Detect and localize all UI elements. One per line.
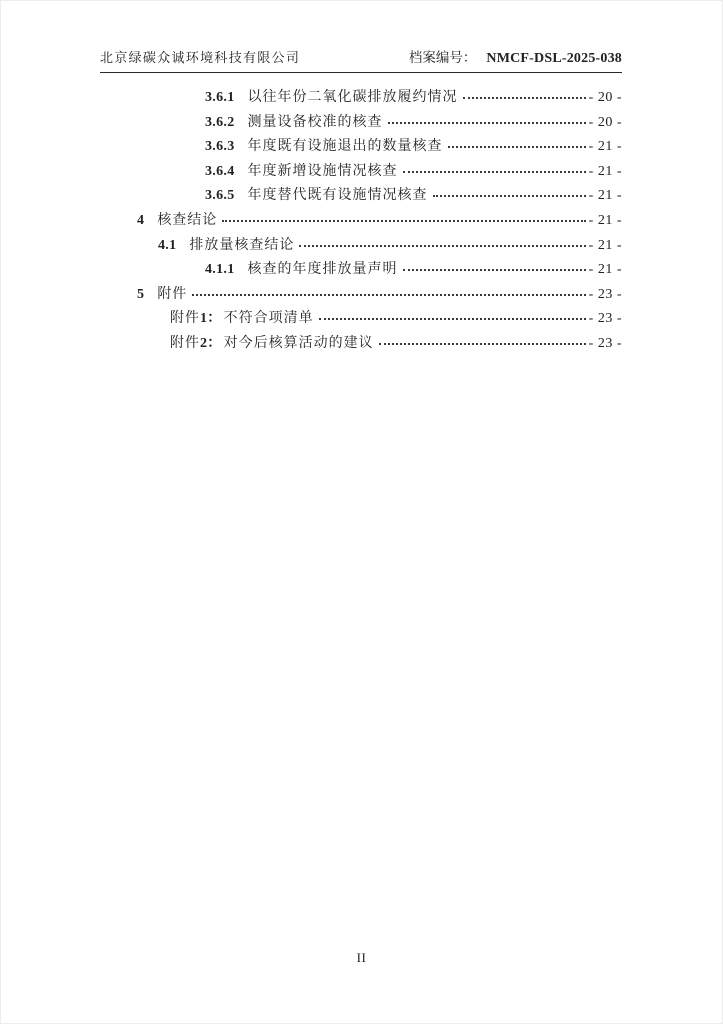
- toc-entry-title: 年度替代既有设施情况核查: [247, 188, 428, 204]
- toc-entry[interactable]: [100, 86, 622, 111]
- toc-leader-dots: [319, 317, 586, 320]
- doc-number-group: [409, 46, 622, 67]
- toc-entry-number: 2：: [200, 335, 222, 351]
- company-name: 北京绿碳众诚环境科技有限公司: [100, 50, 301, 65]
- toc-leader-dots: [192, 293, 585, 296]
- toc-entry[interactable]: [100, 234, 622, 259]
- toc-leader-dots: [379, 342, 586, 345]
- toc-entry-number: 3.6.3: [205, 139, 235, 155]
- toc-entry-page: - 20 -: [588, 90, 622, 105]
- doc-number-value: NMCF-DSL-2025-038: [486, 51, 622, 66]
- toc-entry-page: - 23 -: [588, 286, 622, 302]
- toc-entry-number: 1：: [200, 311, 222, 327]
- toc-leader-dots: [388, 121, 586, 124]
- toc-entry-page: - 21 -: [588, 163, 622, 179]
- toc-entry-page: - 21 -: [588, 188, 622, 204]
- toc-entry-number: 3.6.2: [205, 114, 235, 130]
- toc-entry-title: 核查的年度排放量声明: [247, 262, 398, 278]
- toc-entry-number: 3.6.1: [205, 90, 235, 105]
- toc-leader-dots: [222, 219, 585, 222]
- toc-entry-number: 4: [137, 212, 145, 228]
- toc-leader-dots: [433, 194, 586, 197]
- toc-entry-prefix: 附件: [170, 311, 200, 327]
- toc-entry-page: - 23 -: [588, 335, 622, 351]
- toc-entry-title: 年度既有设施退出的数量核查: [247, 139, 443, 155]
- toc-entry-title: 核查结论: [157, 212, 218, 228]
- page-number: II: [356, 950, 367, 965]
- toc-entry-page: - 21 -: [588, 237, 622, 253]
- header-rule: [100, 72, 622, 73]
- toc-leader-dots: [448, 145, 586, 148]
- toc-entry[interactable]: [100, 135, 622, 160]
- toc-entry-number: 4.1: [158, 237, 177, 253]
- toc-leader-dots: [403, 268, 586, 271]
- toc-entry-title: 对今后核算活动的建议: [223, 335, 374, 351]
- toc-entry[interactable]: [100, 283, 622, 308]
- toc-entry-number: 3.6.5: [205, 188, 235, 204]
- toc-entry[interactable]: [100, 111, 622, 136]
- toc-entry[interactable]: [100, 307, 622, 332]
- toc-entry-page: - 20 -: [588, 114, 622, 130]
- toc-leader-dots: [403, 170, 586, 173]
- toc-leader-dots: [463, 96, 586, 99]
- table-of-contents: [100, 86, 622, 357]
- toc-entry-page: - 21 -: [588, 212, 622, 228]
- toc-entry-page: - 21 -: [588, 139, 622, 155]
- toc-entry[interactable]: [100, 209, 622, 234]
- toc-entry-number: 5: [137, 286, 145, 302]
- toc-entry-number: 3.6.4: [205, 163, 235, 179]
- toc-entry-title: 排放量核查结论: [189, 237, 295, 253]
- toc-entry-page: - 21 -: [588, 262, 622, 278]
- toc-entry[interactable]: [100, 332, 622, 357]
- toc-entry-prefix: 附件: [170, 335, 200, 351]
- toc-entry-title: 不符合项清单: [223, 311, 314, 327]
- toc-entry[interactable]: [100, 160, 622, 185]
- toc-entry-title: 附件: [157, 286, 188, 302]
- toc-entry[interactable]: [100, 184, 622, 209]
- toc-entry-number: 4.1.1: [205, 262, 235, 278]
- doc-number-label: 档案编号：: [408, 50, 477, 65]
- toc-leader-dots: [299, 244, 585, 247]
- toc-entry-title: 测量设备校准的核查: [247, 114, 383, 130]
- toc-entry-page: - 23 -: [588, 311, 622, 327]
- toc-entry-title: 年度新增设施情况核查: [247, 163, 398, 179]
- toc-entry-title: 以往年份二氧化碳排放履约情况: [247, 90, 458, 105]
- page-header: [100, 46, 622, 67]
- toc-entry[interactable]: [100, 258, 622, 283]
